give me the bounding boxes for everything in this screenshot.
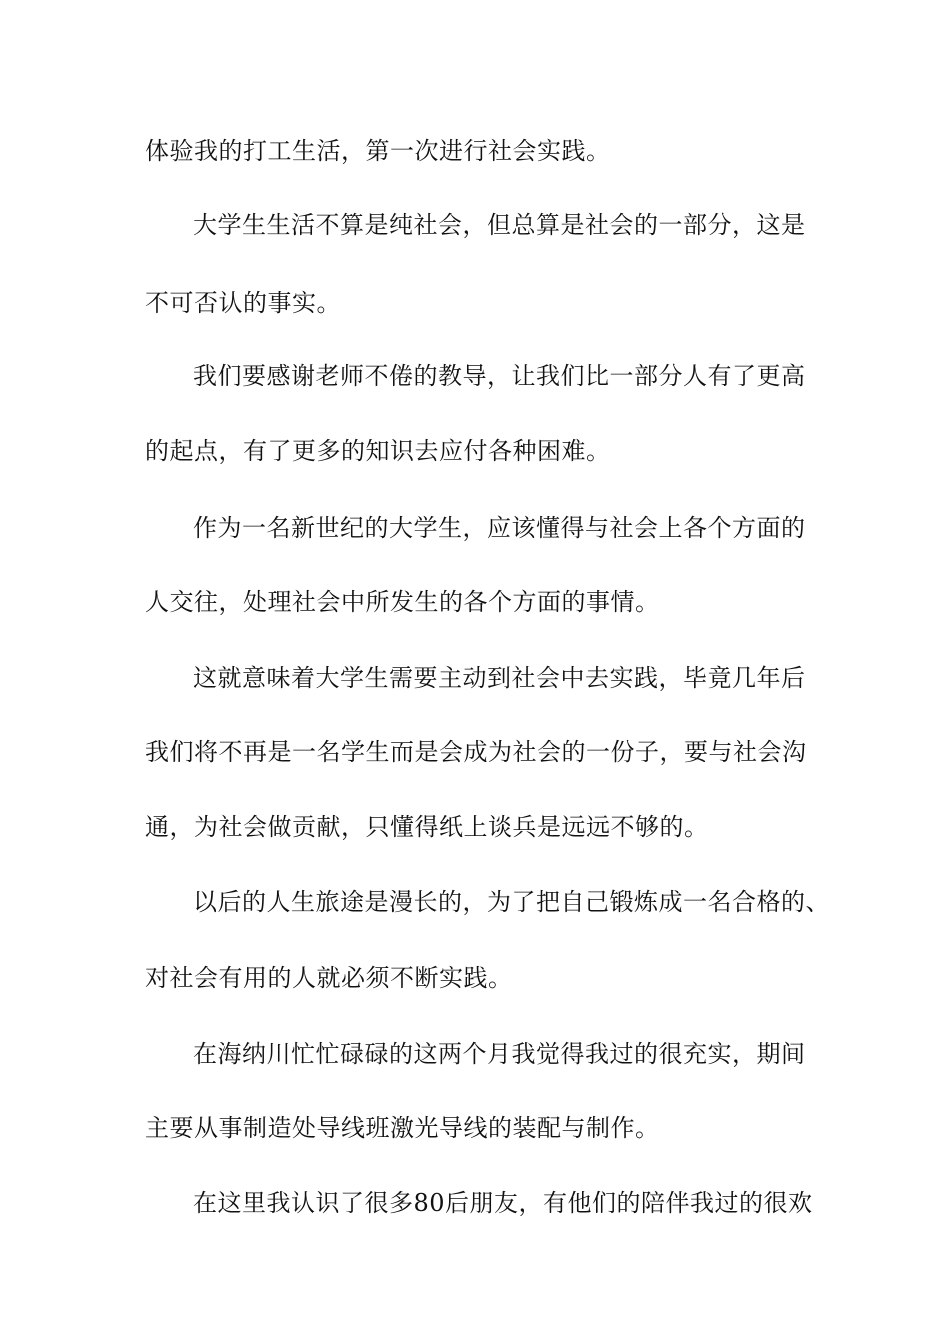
paragraph-first-line: 我们要感谢老师不倦的教导，让我们比一部分人有了更高 [193, 362, 806, 390]
text-line: 的起点，有了更多的知识去应付各种困难。 [145, 437, 611, 465]
text-line: 体验我的打工生活，第一次进行社会实践。 [145, 137, 611, 165]
text-line: 主要从事制造处导线班激光导线的装配与制作。 [145, 1114, 660, 1142]
paragraph-first-line: 以后的人生旅途是漫长的，为了把自己锻炼成一名合格的、 [193, 888, 830, 916]
text-line: 我们将不再是一名学生而是会成为社会的一份子，要与社会沟 [145, 738, 807, 766]
text-line: 通，为社会做贡献，只懂得纸上谈兵是远远不够的。 [145, 813, 709, 841]
paragraph-first-line: 这就意味着大学生需要主动到社会中去实践，毕竟几年后 [193, 664, 806, 692]
text-line: 对社会有用的人就必须不断实践。 [145, 964, 513, 992]
text-line: 人交往，处理社会中所发生的各个方面的事情。 [145, 588, 660, 616]
text-line: 不可否认的事实。 [145, 289, 341, 317]
paragraph-first-line: 在海纳川忙忙碌碌的这两个月我觉得我过的很充实，期间 [193, 1040, 806, 1068]
paragraph-first-line: 大学生生活不算是纯社会，但总算是社会的一部分，这是 [193, 211, 806, 239]
paragraph-first-line: 在这里我认识了很多80后朋友，有他们的陪伴我过的很欢 [193, 1189, 813, 1217]
paragraph-first-line: 作为一名新世纪的大学生，应该懂得与社会上各个方面的 [193, 514, 806, 542]
